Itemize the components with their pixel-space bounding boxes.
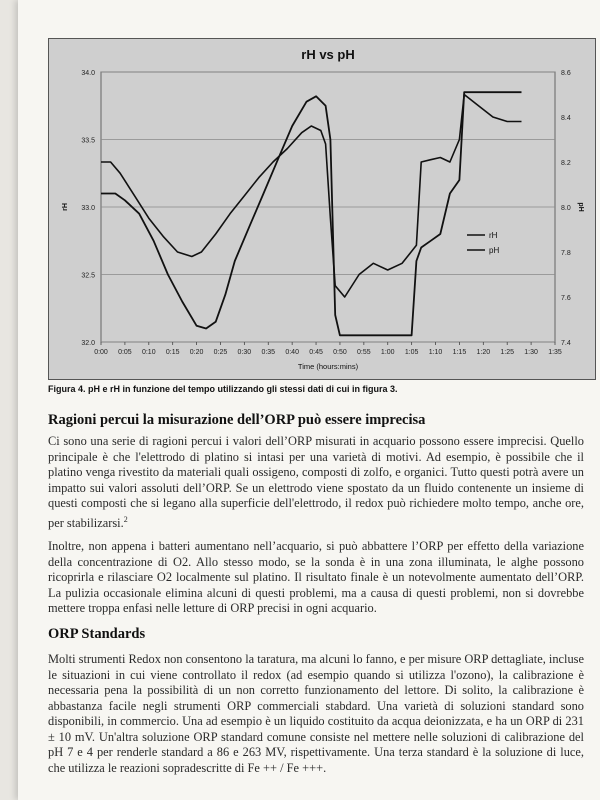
y-right-tick-label: 8.4 xyxy=(561,115,571,122)
y-left-tick-label: 32.5 xyxy=(81,272,95,280)
section-title-orp-accuracy: Ragioni percui la misurazione dell’ORP può essere imprecisa xyxy=(48,412,426,428)
x-tick-label: 1:15 xyxy=(452,349,467,356)
footnote-ref: 2 xyxy=(123,514,128,524)
y-right-tick-label: 8.2 xyxy=(561,160,571,167)
x-tick-label: 0:00 xyxy=(94,349,108,356)
x-tick-label: 0:20 xyxy=(189,349,204,356)
x-tick-label: 1:10 xyxy=(428,349,443,356)
y-left-tick-label: 33.0 xyxy=(81,205,95,212)
x-tick-label: 0:35 xyxy=(261,349,276,356)
x-tick-label: 0:15 xyxy=(165,349,180,356)
x-tick-label: 1:35 xyxy=(548,349,562,356)
x-tick-label: 1:20 xyxy=(476,349,491,356)
paragraph-orp-accuracy-2: Inoltre, non appena i batteri aumentano nell’acquario, si può abbattere l’ORP per effetto della variazione della concentrazione di O2. Allo stesso modo, se la sonda è in una zona illuminata, le alghe possono ricoprirla e rilasciare O2 localmente sul platino. Il risultato finale è un notevolmente aumentato dell’ORP. La pulizia occasionale elimina alcuni di questi problemi, ma a causa di questi problemi, non si dovrebbe mettere troppa enfasi nelle letture di ORP precisi in ogni acquario. xyxy=(48,539,584,615)
x-tick-label: 0:50 xyxy=(333,349,347,356)
legend-label-ph: pH xyxy=(489,246,500,255)
x-tick-label: 0:05 xyxy=(118,349,132,356)
y-right-tick-label: 7.8 xyxy=(561,250,571,257)
y-left-tick-label: 33.5 xyxy=(81,137,95,145)
figure-caption: Figura 4. pH e rH in funzione del tempo utilizzando gli stessi dati di cui in figura 3. xyxy=(48,384,398,394)
y-left-axis-label: rH xyxy=(62,203,69,211)
paragraph-text: Ci sono una serie di ragioni percui i valori dell’ORP misurati in acquario possono essere imprecisi. Quello principale è che l'elettrodo di platino si intasi per una varietà di motivi. Ad esempio, è possibile che il platino venga rivestito da materiali quali ossigeno, composti di zolfo, e organici. Tutto questi potrà avere un impatto sui valori assoluti dell’ORP. Se un elettrodo viene spostato da un fluido contenente un insieme di questi composti che si legano alla superficie dell'elettrodo, il redox può richiedere molto tempo, anche ore, per stabilizarsi. xyxy=(48,434,584,530)
paragraph-orp-accuracy-1 xyxy=(48,434,584,531)
x-tick-label: 0:40 xyxy=(285,349,299,356)
x-tick-label: 1:25 xyxy=(500,349,515,356)
x-tick-label: 1:30 xyxy=(524,349,538,356)
y-left-tick-label: 32.0 xyxy=(81,340,95,347)
y-right-tick-label: 8.6 xyxy=(561,70,571,77)
x-tick-label: 1:05 xyxy=(404,349,419,356)
legend-label-rh: rH xyxy=(489,231,498,240)
paragraph-orp-standards: Molti strumenti Redox non consentono la taratura, ma alcuni lo fanno, e per misure ORP dettagliate, incluse le situazioni in cui viene controllato il redox (ad esempio quando si utilizza l'ozono), la calibrazione è necessaria pena la possibilità di un non corretto funzionamento del lettore. Di solito, la calibrazione è abbastanza facile negli strumenti ORP commerciali stabdard. Una varietà di soluzioni standard sono disponibili, in commercio. Una ad esempio è un liquido costituito da acqua deionizzata, e ha un ORP di 231 ± 10 mV. Un'altra soluzione ORP standard comune consiste nel mettere nelle soluzioni di calibrazione del pH 7 e 4 per renderle standard a 86 e 263 MV, rispettivamente. Una terza standard è la soluzione di luce, che utilizza le reazioni sopradescritte di Fe ++ / Fe +++. xyxy=(48,652,584,775)
y-right-tick-label: 7.4 xyxy=(561,340,571,347)
y-right-tick-label: 7.6 xyxy=(561,295,571,302)
y-left-tick-label: 34.0 xyxy=(81,70,95,77)
x-tick-label: 1:00 xyxy=(380,349,395,356)
y-right-tick-label: 8.0 xyxy=(561,205,571,212)
x-axis-label: Time (hours:mins) xyxy=(297,362,359,371)
x-tick-label: 0:45 xyxy=(309,349,323,356)
chart-svg xyxy=(49,39,595,379)
x-tick-label: 0:10 xyxy=(141,349,156,356)
section-title-orp-standards: ORP Standards xyxy=(48,626,146,642)
x-tick-label: 0:30 xyxy=(237,349,252,356)
chart xyxy=(48,38,596,380)
y-right-axis-label: pH xyxy=(577,202,584,212)
x-tick-label: 0:55 xyxy=(357,349,371,356)
x-tick-label: 0:25 xyxy=(213,349,228,356)
document-page xyxy=(18,0,600,800)
chart-title: rH vs pH xyxy=(301,47,355,62)
